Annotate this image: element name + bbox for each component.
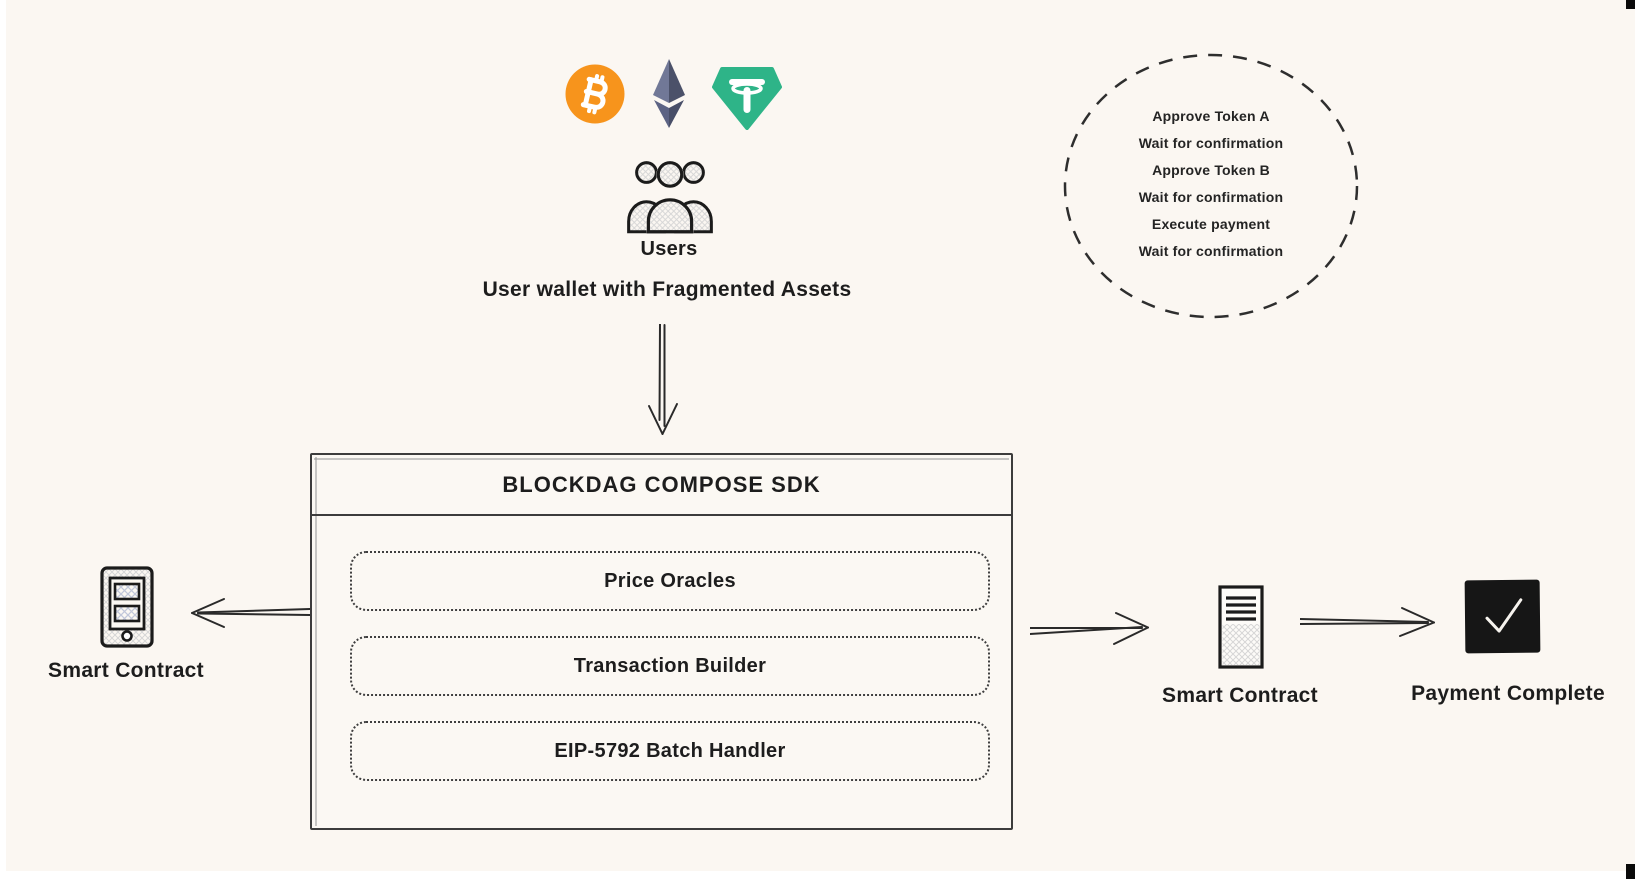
users-icon — [623, 160, 717, 234]
module-price-oracles: Price Oracles — [350, 551, 990, 611]
smart-contract-mobile-icon — [100, 566, 154, 648]
right-contract-label: Smart Contract — [1162, 684, 1318, 707]
arrow-left-icon — [182, 596, 310, 630]
note-line: Approve Token A — [1152, 108, 1270, 124]
batched-steps-note-text — [1061, 103, 1361, 265]
arrow-down-icon — [644, 324, 680, 438]
note-line: Wait for confirmation — [1138, 243, 1284, 259]
left-contract-label: Smart Contract — [48, 659, 204, 682]
tether-icon — [712, 67, 782, 130]
corner-notch — [1626, 0, 1635, 9]
corner-notch — [1626, 864, 1635, 879]
payment-check-icon — [1465, 580, 1541, 654]
arrow-right-icon — [1300, 602, 1440, 638]
ethereum-icon — [648, 57, 690, 130]
note-line: Wait for confirmation — [1138, 135, 1284, 151]
smart-contract-server-icon — [1218, 585, 1264, 669]
module-eip5792-batch-handler: EIP-5792 Batch Handler — [350, 721, 990, 781]
note-line: Wait for confirmation — [1138, 189, 1284, 205]
payment-complete-label: Payment Complete — [1411, 682, 1605, 705]
edge-strip — [0, 0, 6, 879]
sdk-box — [310, 453, 1013, 830]
sdk-title: BLOCKDAG COMPOSE SDK — [312, 455, 1011, 516]
users-label: Users — [640, 238, 698, 260]
note-line: Approve Token B — [1152, 162, 1270, 178]
note-line: Execute payment — [1151, 216, 1271, 232]
edge-strip — [0, 871, 1635, 879]
bitcoin-icon — [564, 63, 626, 125]
users-subtitle: User wallet with Fragmented Assets — [482, 278, 852, 301]
arrow-right-icon — [1030, 607, 1155, 649]
module-transaction-builder: Transaction Builder — [350, 636, 990, 696]
